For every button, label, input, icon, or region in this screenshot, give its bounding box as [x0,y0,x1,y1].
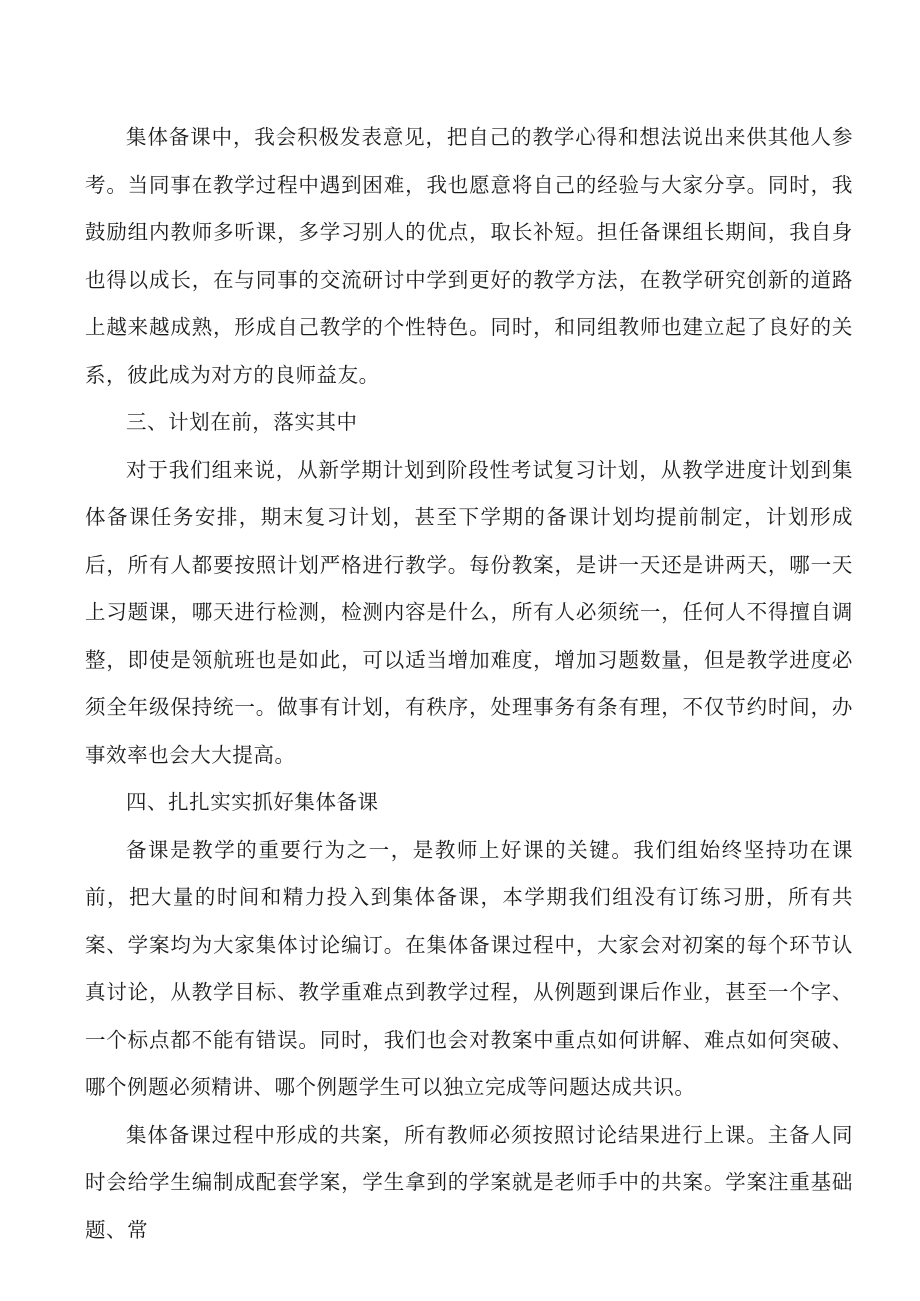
section-heading-3-plan-ahead: 三、计划在前，落实其中 [126,410,358,434]
paragraph-lesson-prep-importance: 备课是教学的重要行为之一，是教师上好课的关键。我们组始终坚持功在课前，把大量的时间和精力投入到集体备课，本学期我们组没有订练习册，所有共案、学案均为大家集体讨论编订。在集体备课过程中，大家会对初案的每个环节认真讨论，从教学目标、教学重难点到教学过程，从例题到课后作业，甚至一个字、一个标点都不能有错误。同时，我们也会对教案中重点如何讲解、难点如何突破、哪个例题必须精讲、哪个例题学生可以独立完成等问题达成共识。 [85,837,853,1099]
document-body [85,114,853,1254]
paragraph-planning: 对于我们组来说，从新学期计划到阶段性考试复习计划，从教学进度计划到集体备课任务安排，期末复习计划，甚至下学期的备课计划均提前制定，计划形成后，所有人都要按照计划严格进行教学。每份教案，是讲一天还是讲两天，哪一天上习题课，哪天进行检测，检测内容是什么，所有人必须统一，任何人不得擅自调整，即使是领航班也是如此，可以适当增加难度，增加习题数量，但是教学进度必须全年级保持统一。做事有计划，有秩序，处理事务有条有理，不仅节约时间，办事效率也会大大提高。 [85,457,853,767]
section-heading-4-collective-lesson-prep: 四、扎扎实实抓好集体备课 [126,790,379,814]
paragraph-shared-lesson-plans: 集体备课过程中形成的共案，所有教师必须按照讨论结果进行上课。主备人同时会给学生编制成配套学案，学生拿到的学案就是老师手中的共案。学案注重基础题、常 [85,1122,853,1242]
paragraph-collective-lesson-prep-sharing: 集体备课中，我会积极发表意见，把自己的教学心得和想法说出来供其他人参考。当同事在教学过程中遇到困难，我也愿意将自己的经验与大家分享。同时，我鼓励组内教师多听课，多学习别人的优点，取长补短。担任备课组长期间，我自身也得以成长，在与同事的交流研讨中学到更好的教学方法，在教学研究创新的道路上越来越成熟，形成自己教学的个性特色。同时，和同组教师也建立起了良好的关系，彼此成为对方的良师益友。 [85,125,853,387]
